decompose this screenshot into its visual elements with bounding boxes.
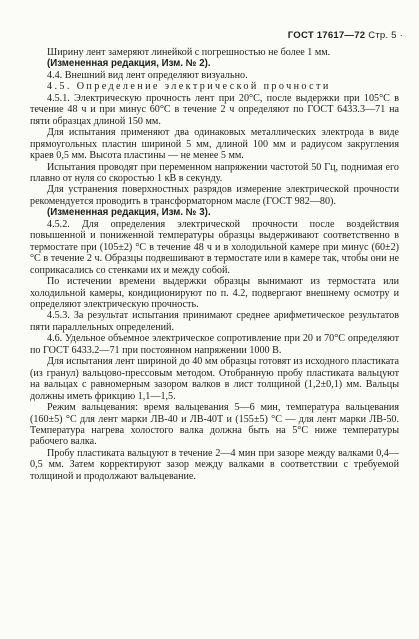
paragraph: Для устранения поверхностных разрядов измерение электрической прочности рекомендуется проводить в трансформаторном масле (ГОСТ 982—80).: [30, 184, 399, 207]
paragraph: 4.5.3. За результат испытания принимают среднее арифметическое результатов пяти параллельных определений.: [30, 310, 399, 333]
paragraph: 4.4. Внешний вид лент определяют визуально.: [47, 69, 248, 81]
paragraph: Для испытания лент шириной до 40 мм образцы готовят из исходного пластиката (из гранул) вальцово-прессовым методом. Отобранную пробу пластиката вальцуют на вальцах с равномерным зазором валков в лист толщиной (1,2±0,1) мм. Вальцы должны иметь фрикцию 1,1—1,5.: [30, 356, 399, 402]
paragraph: 4.5.2. Для определения электрической прочности после воздействия повышенной и пониженной температуры образцы выдерживают соответственно в термостате при (105±2) °С в течение 48 ч и в холодильной камере при минус (60±2) °С в течение 2 ч. Образцы подвешивают в термостате или в камере так, чтобы они не соприкасались со стенками их и между собой.: [30, 218, 399, 276]
paragraph: 4.6. Удельное объемное электрическое сопротивление при 20 и 70°С определяют по ГОСТ 6433.2—71 при постоянном напряжении 1000 В.: [30, 333, 399, 356]
page-number: Стр. 5: [368, 30, 397, 41]
paragraph: Пробу пластиката вальцуют в течение 2—4 мин при зазоре между валками 0,4—0,5 мм. Затем корректируют зазор между валками в соответствии с требуемой толщиной и продолжают вальцевание.: [30, 447, 399, 482]
paragraph: Испытания проводят при переменном напряжении частотой 50 Гц, поднимая его плавно от нуля со скоростью 1 кВ в секунду.: [30, 161, 399, 184]
document-body: [30, 47, 399, 482]
section-heading: 4.5. Определение электрической прочности: [47, 81, 331, 93]
page-dot: ·: [399, 30, 403, 41]
paragraph: По истечении времени выдержки образцы вынимают из термостата или холодильной камеры, кондиционируют по п. 4.2, подвергают внешнему осмотру и определяют электрическую прочность.: [30, 276, 399, 310]
amendment-note: (Измененная редакция, Изм. № 3).: [47, 207, 211, 219]
paragraph: Режим вальцевания: время вальцевания 5—6 мин, температура вальцевания (160±5) °С для лент марки ЛВ-40 и ЛВ-40Т и (155±5) °С — для лент марки ЛВ-50. Температура нагрева холостого валка должна быть на 5°С ниже температуры рабочего валка.: [30, 402, 399, 448]
doc-code: ГОСТ 17617—72: [287, 30, 366, 41]
paragraph: Для испытания применяют два одинаковых металлических электрода в виде прямоугольных пластин шириной 5 мм, длиной 100 мм и радиусом закругления краев 0,5 мм. Высота пластины — не менее 5 мм.: [30, 127, 399, 162]
paragraph: Ширину лент замеряют линейкой с погрешностью не более 1 мм.: [47, 47, 331, 58]
page-header: [288, 30, 403, 41]
amendment-note: (Измененная редакция, Изм. № 2).: [47, 58, 211, 70]
paragraph: 4.5.1. Электрическую прочность лент при 20°С, после выдержки при 105°С в течение 48 ч и при минус 60°С в течение 2 ч определяют по ГОСТ 6433.3—71 на пяти образцах длиной 150 мм.: [30, 92, 399, 127]
